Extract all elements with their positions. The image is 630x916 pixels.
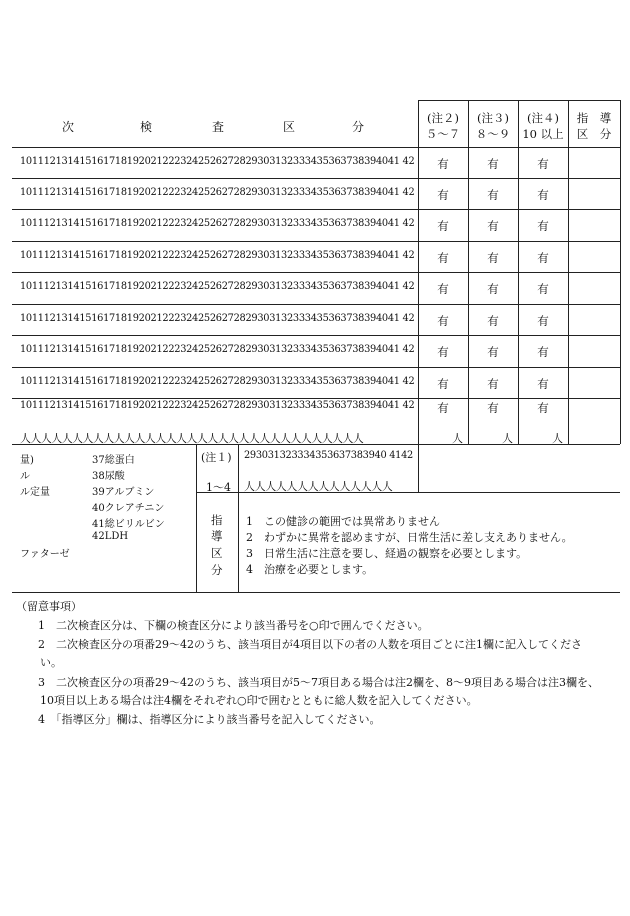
row-line (12, 398, 620, 399)
note-item: 3 二次検査区分の項番29〜42のうち、該当項目が5〜7項目ある場合は注2欄を、8〜9項目ある場合は注3欄を、 (38, 676, 599, 689)
cell-note2[interactable]: 有 (437, 188, 449, 202)
note1-label: (注１) (201, 451, 232, 464)
row-line (12, 335, 620, 336)
cell-note3[interactable]: 有 (487, 157, 499, 171)
lower-bottom-line (12, 592, 620, 593)
item-numbers[interactable]: 1011121314151617181920212223242526272829303132333435363738394041 42 (20, 156, 415, 167)
header-note2-label: (注２) (427, 111, 459, 125)
header-char: 検 (140, 120, 153, 134)
header-guidance-label: 指 導 (576, 111, 612, 125)
item-numbers[interactable]: 1011121314151617181920212223242526272829303132333435363738394041 42 (20, 313, 415, 324)
guidance-item: 2 わずかに異常を認めますが、日常生活に差し支えありません。 (246, 531, 573, 544)
note-item-cont: い。 (40, 656, 62, 669)
guidance-item: 3 日常生活に注意を要し、経過の観察を必要とします。 (246, 547, 528, 560)
header-guidance-label-2: 区 分 (576, 127, 612, 141)
notes-title: （留意事項） (16, 600, 82, 613)
note-item: 4 「指導区分」欄は、指導区分により該当番号を記入してください。 (38, 713, 381, 726)
guidance-item: 1 この健診の範囲では異常ありません (246, 515, 440, 528)
item-numbers[interactable]: 1011121314151617181920212223242526272829303132333435363738394041 42 (20, 376, 415, 387)
legend-divider (196, 444, 197, 592)
cell-note4[interactable]: 有 (537, 219, 549, 233)
cell-note4[interactable]: 有 (537, 282, 549, 296)
col-line (518, 100, 519, 444)
item-numbers[interactable]: 1011121314151617181920212223242526272829303132333435363738394041 42 (20, 344, 415, 355)
legend-left-item: ル (20, 471, 30, 482)
item-numbers[interactable]: 1011121314151617181920212223242526272829303132333435363738394041 42 (20, 400, 415, 411)
legend-item: 39アルブミン (92, 487, 155, 498)
cell-note3[interactable]: 有 (487, 377, 499, 391)
row-line (12, 209, 620, 210)
item-numbers[interactable]: 1011121314151617181920212223242526272829303132333435363738394041 42 (20, 250, 415, 261)
cell-note2[interactable]: 有 (437, 251, 449, 265)
header-char: 次 (62, 120, 75, 134)
legend-item: 40クレアチニン (92, 503, 165, 514)
note-item-cont: 10項目以上ある場合は注4欄をそれぞれ○印で囲むとともに総人数を記入してください。 (40, 694, 478, 707)
guidance-label-char: 区 (211, 546, 223, 560)
cell-note3[interactable]: 有 (487, 314, 499, 328)
note1-people-field[interactable]: 人人人人人人人人人人人人人人 (244, 480, 393, 493)
header-char: 査 (212, 120, 225, 134)
col-line (620, 100, 621, 444)
cell-note4[interactable]: 有 (537, 377, 549, 391)
cell-note4[interactable]: 有 (537, 314, 549, 328)
row-line (12, 272, 620, 273)
item-numbers[interactable]: 1011121314151617181920212223242526272829303132333435363738394041 42 (20, 187, 415, 198)
note1-right-line (418, 444, 419, 492)
legend-item: 41総ビリルビン (92, 519, 165, 530)
row-line (12, 367, 620, 368)
col-line (568, 100, 569, 444)
header-note4-range: 10 以上 (522, 127, 564, 141)
legend-left-item: ル定量 (20, 487, 50, 498)
header-char: 分 (352, 120, 365, 134)
guidance-label-char: 指 (211, 513, 223, 527)
header-note4-label: (注４) (527, 111, 559, 125)
col-line (468, 100, 469, 444)
cell-note3[interactable]: 有 (487, 219, 499, 233)
cell-note2[interactable]: 有 (437, 345, 449, 359)
note-item: 2 二次検査区分の項番29〜42のうち、該当項目が4項目以下の者の人数を項目ごとに注1欄に記入してくださ (38, 638, 582, 651)
header-top-line (418, 100, 620, 101)
cell-note3[interactable]: 有 (487, 188, 499, 202)
note1-range: 1〜4 (206, 481, 231, 494)
col-line (418, 100, 419, 444)
cell-note2[interactable]: 有 (437, 157, 449, 171)
cell-note4[interactable]: 有 (537, 251, 549, 265)
header-char: 区 (283, 120, 296, 134)
item-numbers[interactable]: 1011121314151617181920212223242526272829303132333435363738394041 42 (20, 281, 415, 292)
people-count-note2[interactable]: 人 (452, 432, 463, 445)
row-line (12, 178, 620, 179)
people-count-note4[interactable]: 人 (552, 432, 563, 445)
note1-item-numbers[interactable]: 293031323334353637383940 4142 (244, 450, 413, 461)
cell-note3[interactable]: 有 (487, 251, 499, 265)
row-line (12, 304, 620, 305)
guidance-label-char: 分 (211, 563, 223, 577)
cell-note4[interactable]: 有 (537, 157, 549, 171)
item-numbers[interactable]: 1011121314151617181920212223242526272829303132333435363738394041 42 (20, 218, 415, 229)
header-bottom-line (12, 147, 620, 148)
note1-divider (238, 444, 239, 592)
header-note2-range: ５〜７ (425, 127, 461, 141)
header-note3-range: ８〜９ (475, 127, 511, 141)
legend-item: 38尿酸 (92, 471, 125, 482)
guidance-item: 4 治療を必要とします。 (246, 563, 374, 576)
cell-note3[interactable]: 有 (487, 345, 499, 359)
row-line (12, 241, 620, 242)
cell-note2[interactable]: 有 (437, 401, 449, 415)
cell-note2[interactable]: 有 (437, 377, 449, 391)
cell-note4[interactable]: 有 (537, 188, 549, 202)
people-count-note3[interactable]: 人 (502, 432, 513, 445)
header-note3-label: (注３) (477, 111, 509, 125)
cell-note2[interactable]: 有 (437, 314, 449, 328)
guidance-label-char: 導 (211, 529, 223, 543)
cell-note4[interactable]: 有 (537, 401, 549, 415)
cell-note2[interactable]: 有 (437, 282, 449, 296)
people-count-field[interactable]: 人人人人人人人人人人人人人人人人人人人人人人人人人人人人人人人人人 (20, 432, 364, 445)
legend-item: 37総蛋白 (92, 455, 135, 466)
cell-note3[interactable]: 有 (487, 401, 499, 415)
cell-note4[interactable]: 有 (537, 345, 549, 359)
legend-left-item: ファターゼ (20, 549, 70, 560)
cell-note2[interactable]: 有 (437, 219, 449, 233)
cell-note3[interactable]: 有 (487, 282, 499, 296)
legend-left-item: 量) (20, 455, 34, 466)
legend-item: 42LDH (92, 531, 129, 542)
note-item: 1 二次検査区分は、下欄の検査区分により該当番号を○印で囲んでください。 (38, 619, 429, 632)
